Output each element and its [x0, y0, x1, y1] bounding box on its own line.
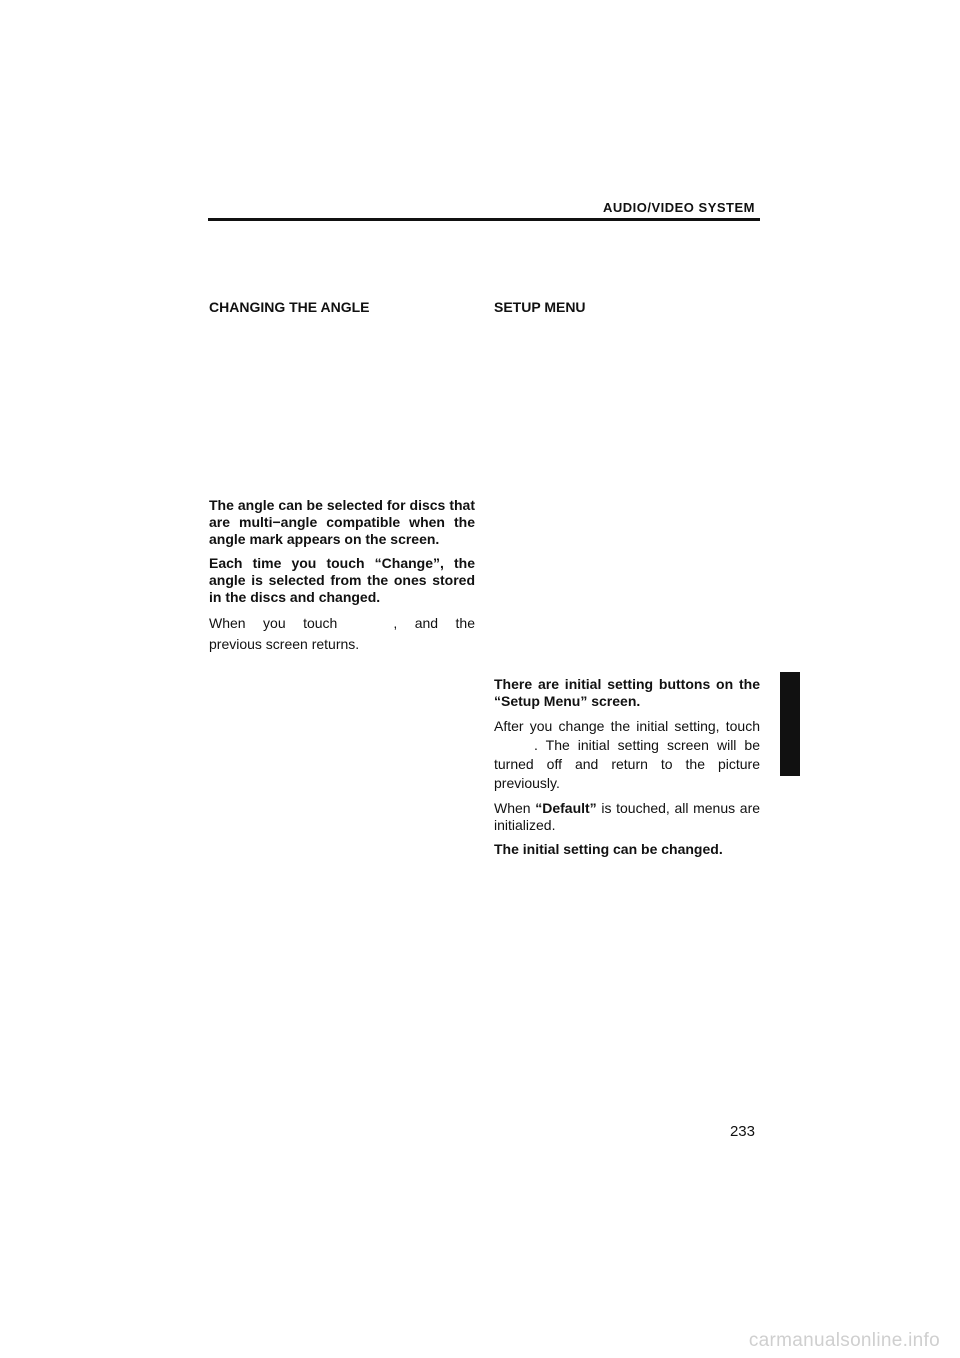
angle-change-paragraph: Each time you touch “Change”, the angle is selected from the ones stored in the discs and changed.	[209, 555, 475, 605]
setup-default-paragraph	[494, 800, 760, 834]
setup-default-text-start: When	[494, 800, 531, 816]
chapter-tab-marker	[780, 672, 800, 776]
watermark-text: carmanualsonline.info	[748, 1330, 940, 1351]
page-number: 233	[729, 1123, 755, 1140]
header-title: AUDIO/VIDEO SYSTEM	[602, 200, 755, 215]
angle-return-text-end: , and the previous screen returns.	[209, 615, 475, 652]
angle-intro-paragraph: The angle can be selected for discs that are multi−angle compatible when the angle mark appears on the screen.	[209, 497, 475, 547]
right-column-body	[494, 676, 760, 865]
angle-return-text-start: When you touch	[209, 615, 338, 631]
setup-touch-text-start: After you change the initial setting, touch	[494, 718, 760, 734]
default-button-label: “Default”	[535, 800, 597, 816]
setup-intro-paragraph: There are initial setting buttons on the “Setup Menu” screen.	[494, 676, 760, 709]
left-column-body	[209, 497, 475, 662]
setup-default-text-end: is touched, all menus are initialized.	[494, 800, 761, 833]
setup-touch-paragraph	[494, 717, 760, 793]
angle-return-paragraph	[209, 613, 475, 655]
setup-touch-text-end: . The initial setting screen will be turned off and return to the picture previously.	[494, 737, 760, 791]
section-heading-changing-angle: CHANGING THE ANGLE	[209, 299, 370, 315]
section-heading-setup-menu: SETUP MENU	[494, 299, 586, 315]
header-rule	[208, 218, 760, 221]
setup-change-paragraph: The initial setting can be changed.	[494, 841, 723, 857]
